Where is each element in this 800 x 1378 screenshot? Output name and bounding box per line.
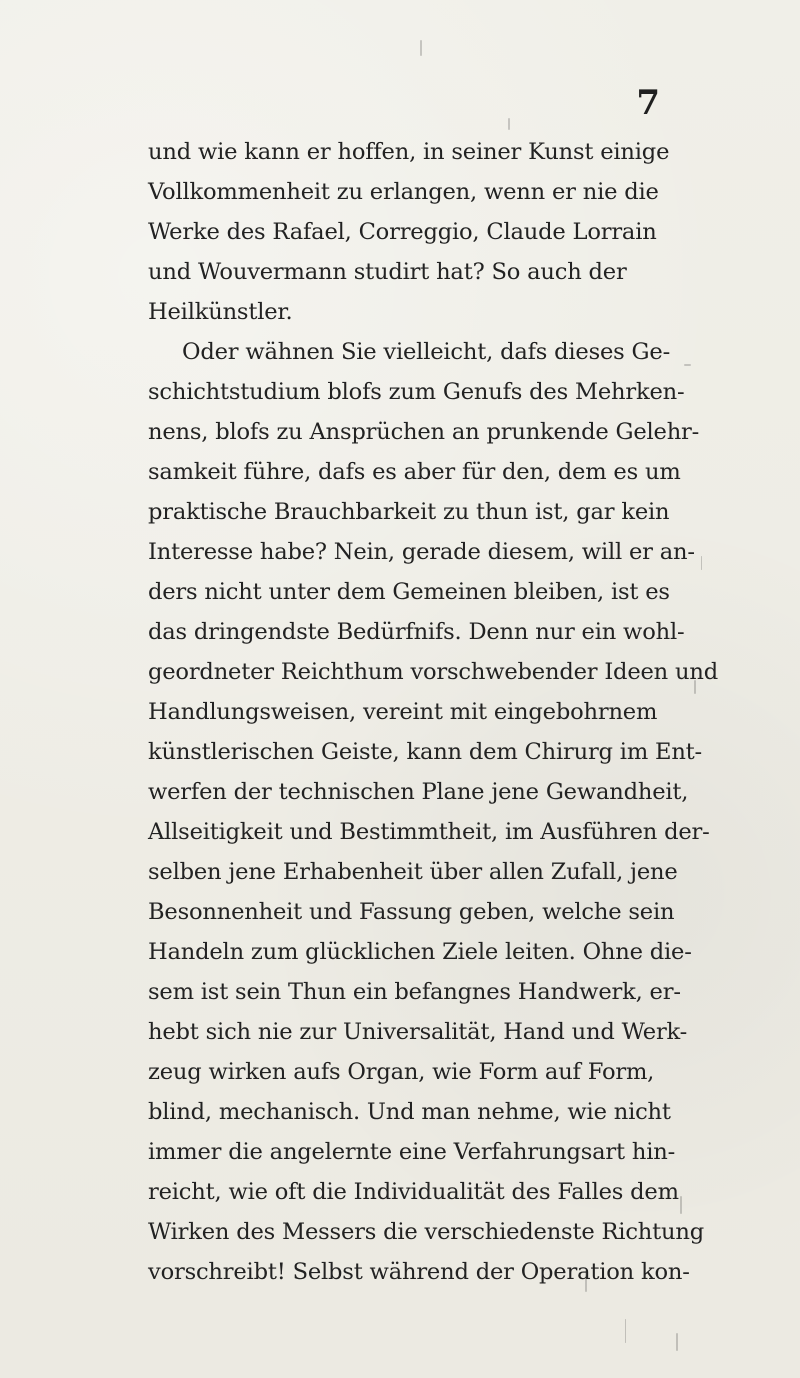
scan-mark: [585, 1270, 587, 1292]
page-number: 7: [636, 83, 660, 123]
text-line: Heilkünstler.: [148, 299, 293, 325]
text-line: Vollkommenheit zu erlangen, wenn er nie die: [148, 179, 659, 205]
text-line: praktische Brauchbarkeit zu thun ist, gar kein: [148, 499, 670, 525]
text-line: Besonnenheit und Fassung geben, welche sein: [148, 899, 675, 925]
text-line: geordneter Reichthum vorschwebender Ideen und: [148, 659, 718, 685]
text-line: Handeln zum glücklichen Ziele leiten. Ohne die-: [148, 939, 692, 965]
scan-mark: [684, 364, 691, 366]
text-line: nens, blofs zu Ansprüchen an prunkende Gelehr-: [148, 419, 700, 445]
text-line: Wirken des Messers die verschiedenste Richtung: [148, 1219, 704, 1245]
text-line: vorschreibt! Selbst während der Operation kon-: [148, 1259, 690, 1285]
text-line: werfen der technischen Plane jene Gewandheit,: [148, 779, 689, 805]
text-line: Allseitigkeit und Bestimmtheit, im Ausführen der-: [148, 819, 710, 845]
text-line: schichtstudium blofs zum Genufs des Mehrken-: [148, 379, 685, 405]
text-line: Oder wähnen Sie vielleicht, dafs dieses Ge-: [182, 339, 670, 365]
text-line: zeug wirken aufs Organ, wie Form auf Form,: [148, 1059, 655, 1085]
text-line: samkeit führe, dafs es aber für den, dem es um: [148, 459, 681, 485]
scan-mark: [694, 680, 696, 694]
text-line: blind, mechanisch. Und man nehme, wie nicht: [148, 1099, 671, 1125]
text-line: das dringendste Bedürfnifs. Denn nur ein wohl-: [148, 619, 685, 645]
text-line: und Wouvermann studirt hat? So auch der: [148, 259, 627, 285]
text-line: sem ist sein Thun ein befangnes Handwerk, er-: [148, 979, 681, 1005]
text-line: immer die angelernte eine Verfahrungsart hin-: [148, 1139, 676, 1165]
text-line: reicht, wie oft die Individualität des Falles dem: [148, 1179, 679, 1205]
text-line: und wie kann er hoffen, in seiner Kunst einige: [148, 139, 670, 165]
scan-mark: [625, 1319, 626, 1343]
scan-mark: [676, 1333, 678, 1351]
text-line: Handlungsweisen, vereint mit eingebohrnem: [148, 699, 658, 725]
text-line: künstlerischen Geiste, kann dem Chirurg im Ent-: [148, 739, 702, 765]
text-line: Werke des Rafael, Correggio, Claude Lorrain: [148, 219, 657, 245]
scan-mark: [680, 1196, 682, 1214]
text-line: Interesse habe? Nein, gerade diesem, will er an-: [148, 539, 695, 565]
scan-mark: [420, 40, 422, 56]
scan-mark: [701, 556, 702, 570]
scan-mark: [508, 118, 510, 130]
text-line: hebt sich nie zur Universalität, Hand und Werk-: [148, 1019, 688, 1045]
text-line: selben jene Erhabenheit über allen Zufall, jene: [148, 859, 678, 885]
text-line: ders nicht unter dem Gemeinen bleiben, ist es: [148, 579, 670, 605]
